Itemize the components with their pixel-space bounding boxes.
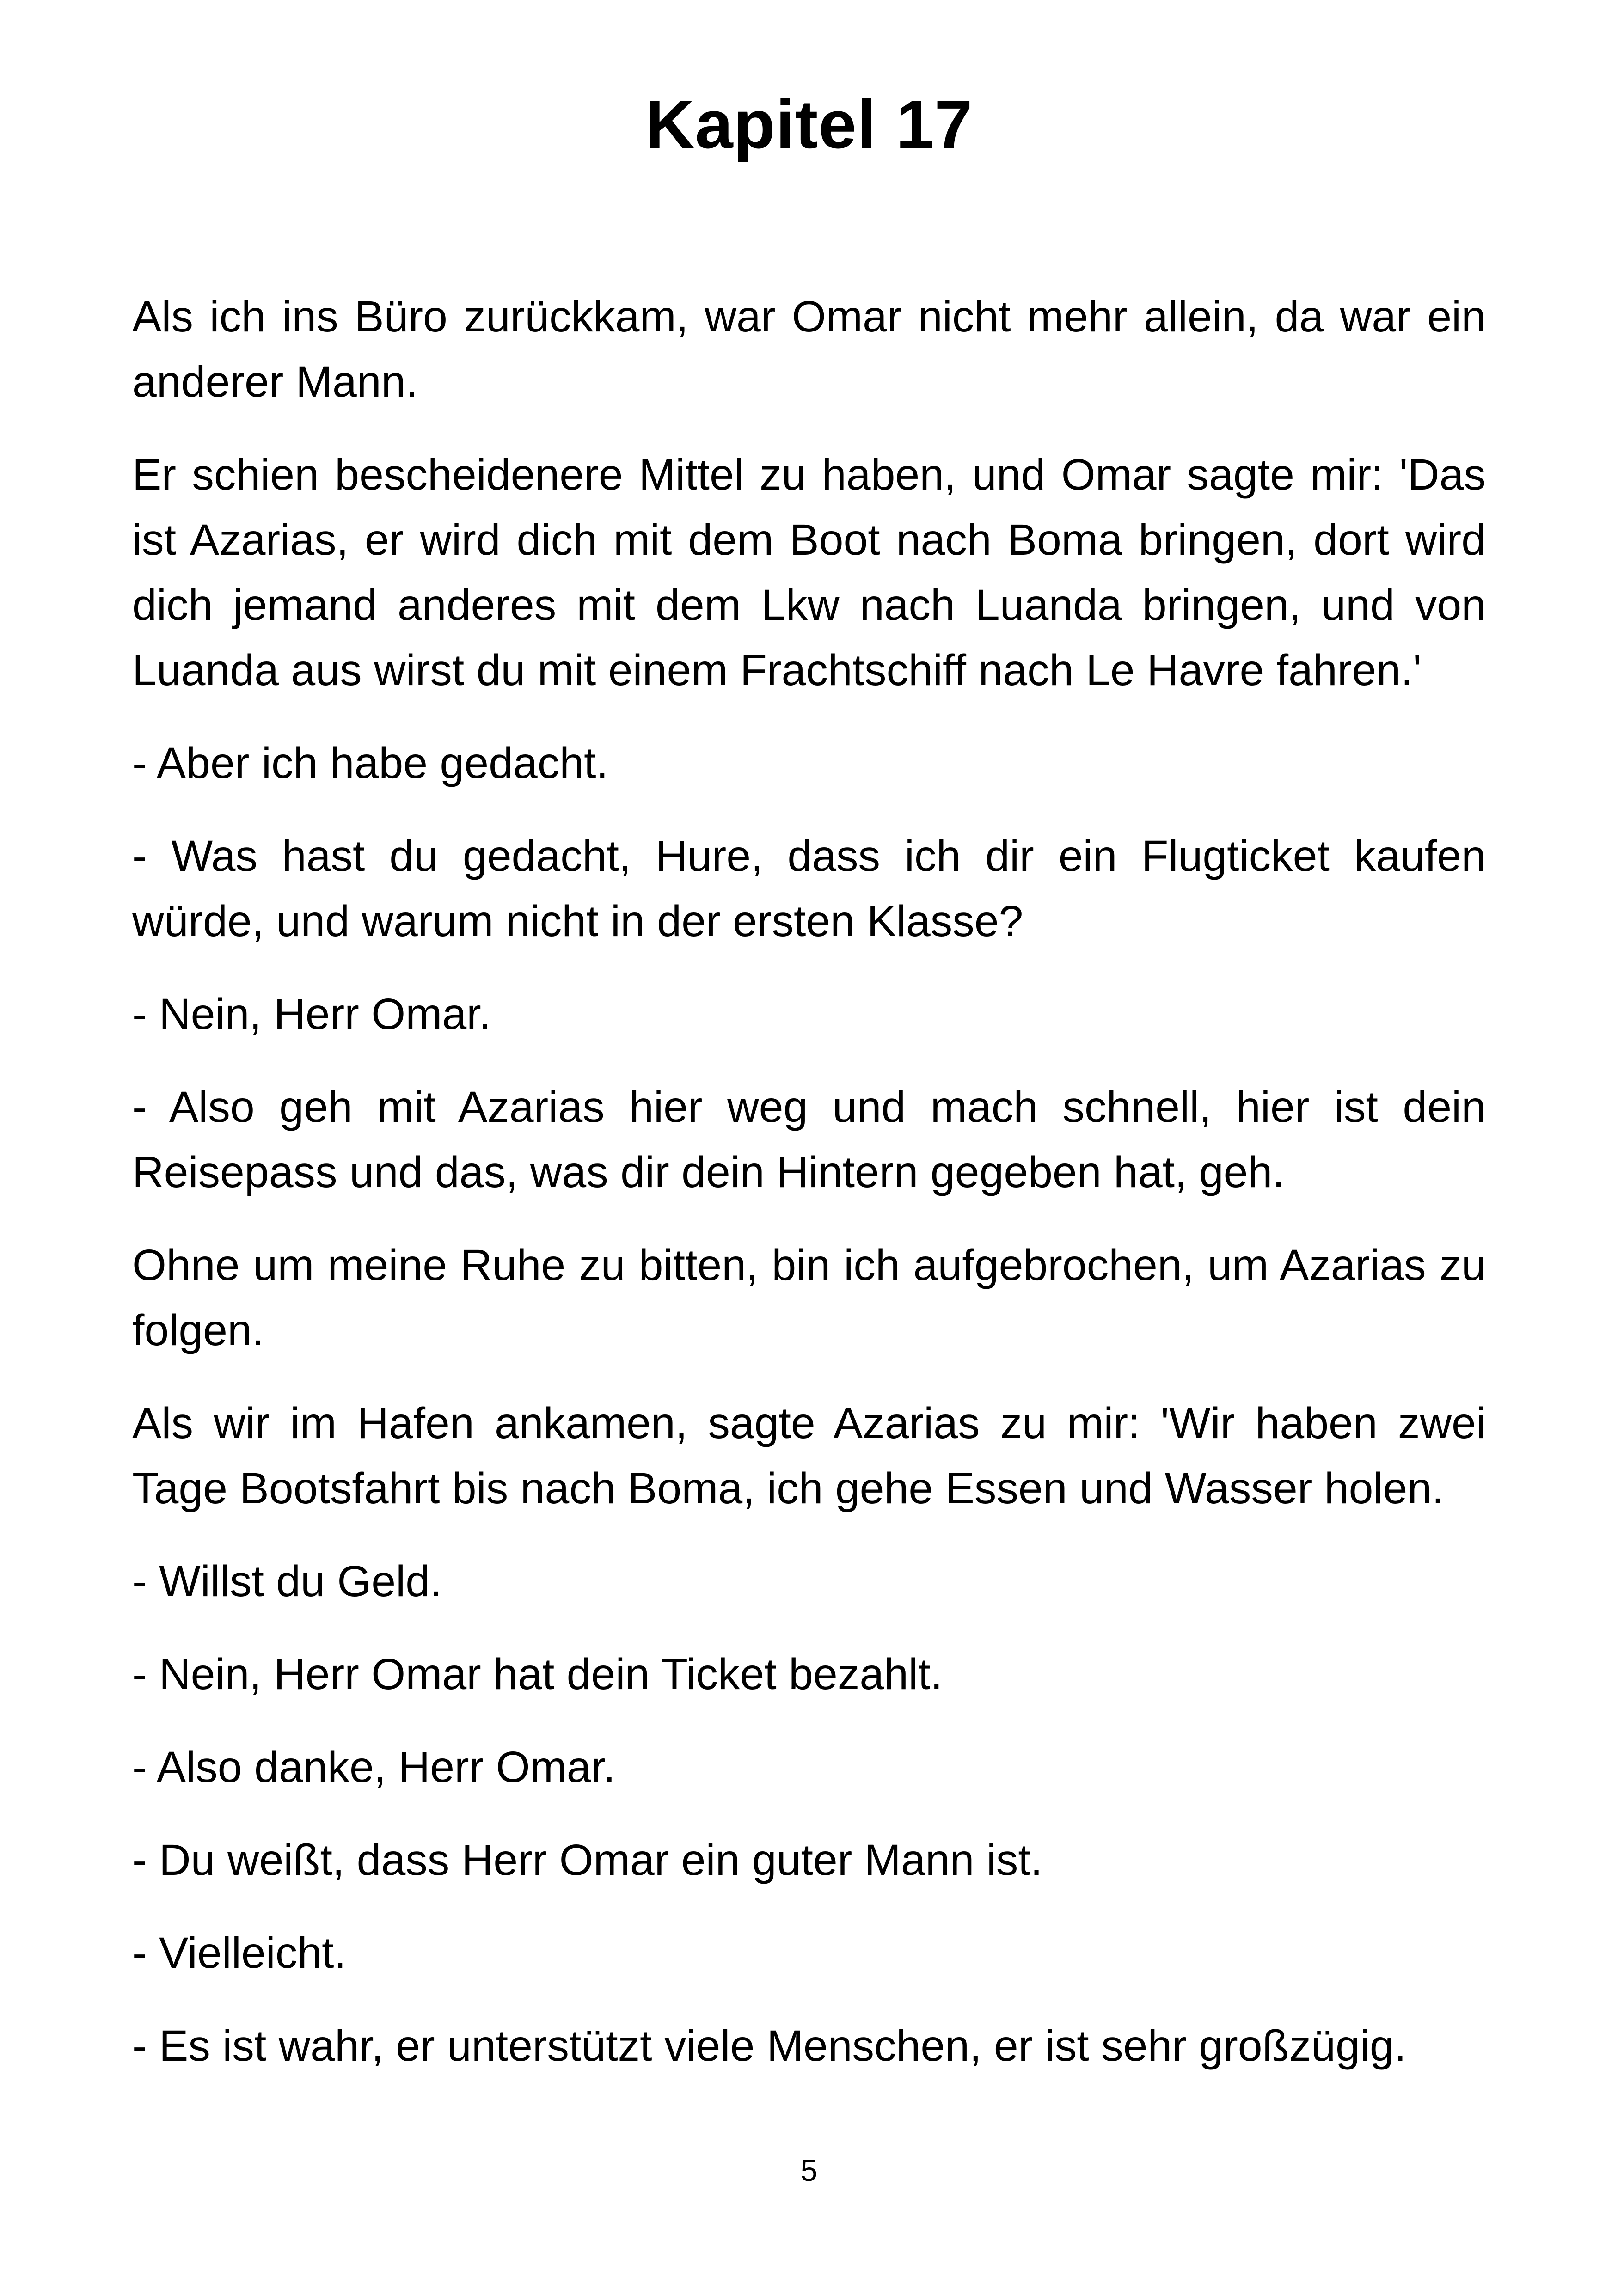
paragraph: Als ich ins Büro zurückkam, war Omar nicht mehr allein, da war ein anderer Mann. [132,292,1486,406]
chapter-title: Kapitel 17 [645,86,973,163]
paragraph: Ohne um meine Ruhe zu bitten, bin ich aufgebrochen, um Azarias zu folgen. [132,1241,1486,1355]
dialogue-line: - Nein, Herr Omar hat dein Ticket bezahlt. [132,1650,943,1699]
dialogue-line: - Nein, Herr Omar. [132,990,491,1039]
chapter-body [132,284,1486,2079]
dialogue-line: - Vielleicht. [132,1929,346,1978]
dialogue-line: - Also danke, Herr Omar. [132,1743,616,1792]
dialogue-line: - Du weißt, dass Herr Omar ein guter Mann ist. [132,1836,1043,1885]
paragraph: Als wir im Hafen ankamen, sagte Azarias zu mir: 'Wir haben zwei Tage Bootsfahrt bis nach Boma, ich gehe Essen und Wasser holen. [132,1399,1486,1513]
dialogue-line: - Willst du Geld. [132,1557,442,1606]
dialogue-line: - Was hast du gedacht, Hure, dass ich dir ein Flugticket kaufen würde, und warum nicht in der ersten Klasse? [132,832,1486,946]
page-number: 5 [800,2153,818,2187]
paragraph: Er schien bescheidenere Mittel zu haben, und Omar sagte mir: 'Das ist Azarias, er wird dich mit dem Boot nach Boma bringen, dort wird dich jemand anderes mit dem Lkw nach Luanda bringen, und von Luanda aus wirst du mit einem Frachtschiff nach Le Havre fahren.' [132,450,1486,695]
dialogue-line: - Aber ich habe gedacht. [132,739,608,788]
dialogue-line: - Es ist wahr, er unterstützt viele Menschen, er ist sehr großzügig. [132,2021,1407,2070]
dialogue-line: - Also geh mit Azarias hier weg und mach schnell, hier ist dein Reisepass und das, was dir dein Hintern gegeben hat, geh. [132,1083,1486,1197]
